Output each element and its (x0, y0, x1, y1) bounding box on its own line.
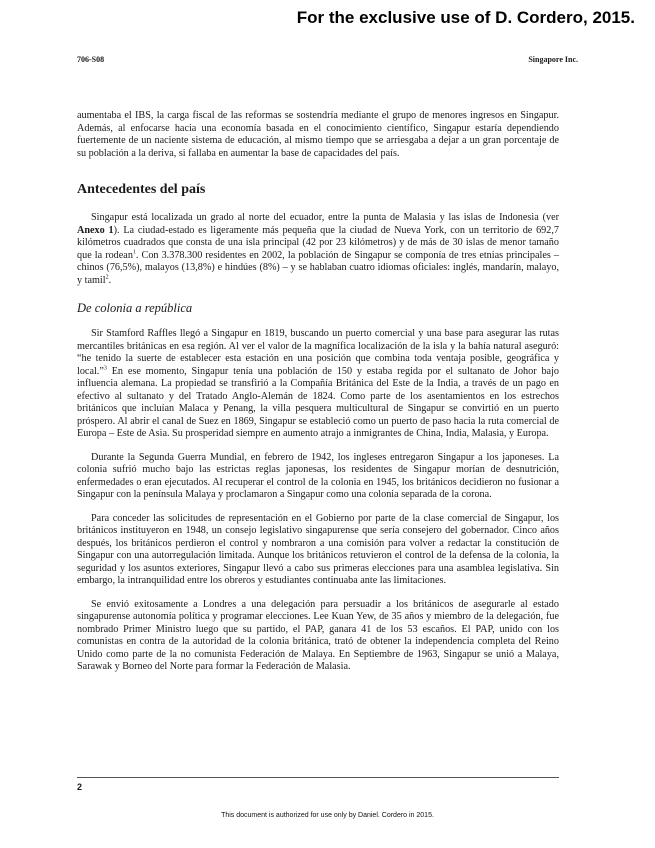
delegation-paragraph: Se envió exitosamente a Londres a una delegación para persuadir a los británicos de asegurarle al estado singapurense autonomía política y programar elecciones. Lee Kuan Yew, de 35 años y miembro de la delegación, fue nombrado Primer Ministro luego que su partido, el PAP, ganara 41 de los 53 escaños. El PAP, unido con los comunistas en contra de la autoridad de la colonia británica, trató de obtener la independencia completa del Reino Unido como parte de la no comunista Federación de Malaya. En Septiembre de 1963, Singapur se unió a Malaya, Sarawak y Borneo del Norte para formar la Federación de Malasia. (77, 598, 559, 672)
annex-reference: Anexo 1 (77, 224, 114, 236)
intro-paragraph: aumentaba el IBS, la carga fiscal de las reformas se sostendría mediante el grupo de menores ingresos en Singapur. Además, al enfocarse hacia una economía basada en el conocimiento científico, Singapur estaría dependiendo fuertemente de un naciente sistema de educación, al mismo tiempo que se arriesgaba a dejar a un gran porcentaje de su población a la deriva, si fallaba en aumentar la base de capacidades del país. (77, 110, 559, 159)
country-text-4: . (108, 274, 112, 286)
representation-paragraph: Para conceder las solicitudes de representación en el Gobierno por parte de la clase comercial de Singapur, los británicos instituyeron en 1948, un consejo legislativo singapurense que sería consejero del gobernador. Cinco años después, los británicos perdieron el control y nombraron a una comisión para volver a redactar la constitución de Singapur con una autorregulación limitada. Aunque los británicos retuvieron el control de la defensa de la colonia, la seguridad y los asuntos exteriores, Singapur llevó a cabo sus primeras elecciones para una asamblea legislativa. Sin embargo, la intranquilidad entre los obreros y estudiantes continuaba ante las limitaciones. (77, 512, 559, 586)
document-title: Singapore Inc. (528, 55, 578, 64)
subsection-heading: De colonia a república (77, 301, 193, 315)
raffles-text-1: Sir Stamford Raffles llegó a Singapur en 1819, buscando un puerto comercial y una base para asegurar las rutas mercantiles británicas en esa región. Al ver el valor de la magnífica localización de la isla y la bahía natural aseguró: “he tenido la suerte de establecer esta estación en una posición que combina toda ventaja posible, geográfica y local.” (77, 328, 559, 377)
page-number: 2 (77, 782, 83, 792)
watermark-bottom: This document is authorized for use only by Daniel. Cordero in 2015. (221, 812, 434, 819)
raffles-paragraph (77, 328, 559, 441)
country-paragraph (77, 212, 559, 287)
war-paragraph: Durante la Segunda Guerra Mundial, en febrero de 1942, los ingleses entregaron Singapur a los japoneses. La colonia sufrió mucho bajo las estrictas reglas japonesas, los residentes de Singapur morían de desnutrición, enfermedades o eran ejecutados. Al recuperar el control de la colonia en 1945, los británicos decidieron no fusionar a Singapur con la península Malaya y proclamaron a Singapur como una colonia separada de la corona. (77, 451, 559, 500)
footnote-ref-1: 1 (132, 249, 136, 256)
country-text-2: ). La ciudad-estado es ligeramente más pequeña que la ciudad de Nueva York, con un territorio de 692,7 kilómetros cuadrados que consta de una isla principal (42 por 23 kilómetros) y de más de 30 islas de menor tamaño que la rodean (77, 224, 560, 261)
footer-rule (77, 777, 559, 778)
running-header (77, 55, 578, 64)
raffles-text-2: En ese momento, Singapur tenía una población de 150 y estaba regida por el sultanato de Johor bajo influencia alemana. La propiedad se transfirió a la Compañía Británica del Este de la India, a través de un pago en efectivo al sultanato y del Tratado Anglo-Alemán de 1824. Como parte de los asentamientos en los estrechos británicos que incluían Malaca y Penang, la villa pesquera multicultural de Singapur se convirtió en un puerto próspero. Al abrir el canal de Suez en 1869, Singapur se estableció como un puerto de paso hacia la ruta comercial de Europa – Este de Asia. Su prosperidad siempre en aumento atrajo a inmigrantes de China, India, Malasia, y Europa. (77, 365, 559, 439)
country-text-1: Singapur está localizada un grado al norte del ecuador, entre la punta de Malasia y las islas de Indonesia (ver (91, 212, 559, 223)
country-text-3: . Con 3.378.300 residentes en 2002, la población de Singapur se componía de tres etnias principales – chinos (76,5%), malayos (13,8%) e hindúes (8%) – y se hablaban cuatro idiomas oficiales: inglés, mandarín, malayo, y tamil (77, 249, 560, 286)
document-code: 706-S08 (77, 55, 105, 64)
page-body (77, 110, 559, 674)
footnote-ref-2: 2 (105, 274, 109, 281)
watermark-top: For the exclusive use of D. Cordero, 2015. (296, 8, 635, 27)
section-heading: Antecedentes del país (77, 182, 206, 197)
footnote-ref-3: 3 (103, 365, 107, 372)
